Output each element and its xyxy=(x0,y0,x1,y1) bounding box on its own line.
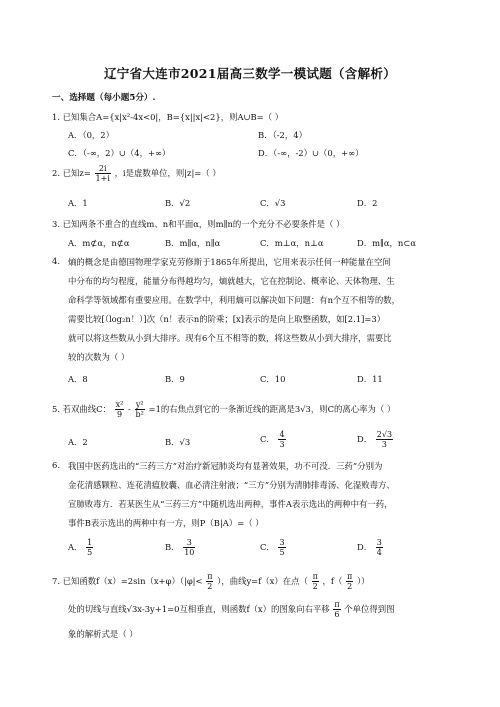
option-a: A．8 xyxy=(68,374,88,384)
question-number: 2. xyxy=(52,168,60,178)
question-stem: 已知z= xyxy=(62,168,91,178)
question-stem-cont: ，f（ xyxy=(322,576,343,586)
fraction xyxy=(312,572,319,591)
question-7 xyxy=(52,572,370,591)
numerator: 3 xyxy=(376,538,382,547)
question-number: 1. xyxy=(52,112,60,122)
option-c: C．√3 xyxy=(260,198,286,208)
question-stem: 已知集合A={x|x²-4x<0|，B={x||x|<2}，则A∪B=（ ） xyxy=(62,112,284,122)
numerator: y² xyxy=(135,400,144,409)
question-4-line-2: 中分布的均匀程度，能量分布得越均匀，熵就越大，它在控制论、概率论、天体物理、生 xyxy=(68,276,395,286)
option-d xyxy=(357,430,394,449)
option-label: A． xyxy=(68,542,83,552)
option-b: B．m∥α，n∥α xyxy=(165,238,221,248)
question-5 xyxy=(52,400,395,419)
section-heading: 一、选择题（每小题5分）. xyxy=(52,93,156,103)
denominator: 1+i xyxy=(95,174,110,183)
option-label: B． xyxy=(165,542,180,552)
question-stem-cont: 个单位得到图 xyxy=(344,604,395,614)
numerator: 3 xyxy=(279,538,285,547)
option-a: A．（0，2） xyxy=(68,130,115,140)
question-number: 5. xyxy=(52,404,60,414)
numerator: π xyxy=(207,572,213,581)
numerator: 3 xyxy=(183,538,195,548)
question-stem-cont: ，i是虚数单位，则|z|=（ ） xyxy=(114,168,221,178)
question-4-line-6: 较的次数为（ ） xyxy=(68,352,130,362)
option-d: D．11 xyxy=(357,374,383,384)
question-4-line-4: 需要比较[（log₂n！）]次（n！表示n的阶乘；[x]表示的是向上取整函数，如[2.1]=3） xyxy=(68,314,386,324)
option-label: C． xyxy=(260,434,275,444)
question-1 xyxy=(52,111,283,123)
option-b xyxy=(165,538,196,557)
denominator: 5 xyxy=(87,548,93,557)
question-4-line-5: 就可以将这些数从小到大排序。现有6个互不相等的数，将这些数从小到大排序，需要比 xyxy=(68,333,392,343)
fraction xyxy=(376,430,393,449)
denominator: 3 xyxy=(381,440,387,449)
denominator: 2 xyxy=(207,582,213,591)
option-a: A．1 xyxy=(68,198,88,208)
option-a: A．2 xyxy=(68,437,88,447)
question-6-line-4: 事件B表示选出的两种中有一方，则P（B|A）=（ ） xyxy=(68,518,264,528)
question-7-line-3: 象的解析式是（ ） xyxy=(68,629,138,639)
option-a: A．m⊄α，n⊄α xyxy=(68,238,130,248)
option-b: B．√2 xyxy=(165,198,191,208)
option-b: B．（-2，4） xyxy=(258,130,307,140)
option-b: B．√3 xyxy=(165,437,191,447)
question-6-line-1: 我国中医药选出的“三药三方”对治疗新冠肺炎均有显著效果，功不可没．三药”分别为 xyxy=(68,461,383,471)
option-d: D．2 xyxy=(357,198,378,208)
denominator: 2 xyxy=(312,582,318,591)
question-stem-cont: 处的切线与直线√3x-3y+1=0互相垂直，则函数f（x）的图象向右平移 xyxy=(68,604,330,614)
question-stem-cont: =1的右焦点到它的一条渐近线的距离是3√3，则C的离心率为（ ） xyxy=(148,404,396,414)
minus-sign: - xyxy=(128,404,131,414)
fraction xyxy=(346,572,353,591)
question-6-line-2: 金花清感颗粒、连花清瘟胶囊、血必清注射液；“三方”分别为清肺排毒汤、化湿败毒方、 xyxy=(68,480,395,490)
option-d xyxy=(357,538,384,557)
question-2 xyxy=(52,164,221,183)
denominator: 4 xyxy=(376,548,382,557)
option-d: D．m∥α，n⊂α xyxy=(357,238,416,248)
denominator: 9 xyxy=(116,410,123,419)
fraction xyxy=(333,600,340,619)
page-title: 辽宁省大连市2021届高三数学一模试题（含解析） xyxy=(104,66,396,81)
numerator: π xyxy=(334,600,340,609)
fraction xyxy=(135,400,145,419)
numerator: 4 xyxy=(279,430,285,439)
denominator: 6 xyxy=(334,610,340,619)
numerator: π xyxy=(312,572,318,581)
numerator: x² xyxy=(115,400,124,409)
denominator: b² xyxy=(135,410,144,419)
fraction xyxy=(86,538,93,557)
question-6-line-3: 宣肺败毒方．若某医生从“三药三方”中随机选出两种，事件A表示选出的两种中有一药， xyxy=(68,499,393,509)
fraction xyxy=(278,430,285,449)
question-number: 3. xyxy=(52,219,60,229)
option-c: C．10 xyxy=(260,374,286,384)
fraction xyxy=(206,572,213,591)
option-label: D． xyxy=(357,542,373,552)
question-stem: 已知两条不重合的直线m、n和平面α，则m∥n的一个充分不必要条件是（ ） xyxy=(62,219,345,229)
denominator: 10 xyxy=(184,548,195,557)
question-stem-cont: ），曲线y=f（x）在点（ xyxy=(217,576,308,586)
denominator: 2 xyxy=(347,582,353,591)
option-label: C． xyxy=(260,542,275,552)
option-c xyxy=(260,538,287,557)
option-c xyxy=(260,430,287,449)
question-7-line-2 xyxy=(68,600,395,619)
question-4-number: 4. xyxy=(52,256,60,266)
question-6-number: 6. xyxy=(52,460,60,470)
fraction xyxy=(278,538,285,557)
question-4-line-3: 命科学等领域都有重要应用。在数学中，利用熵可以解决如下问题：有n个互不相等的数， xyxy=(68,295,401,305)
question-number: 7. xyxy=(52,576,60,586)
question-stem: 已知函数f（x）=2sin（x+φ）（|φ|< xyxy=(62,576,203,586)
fraction xyxy=(376,538,383,557)
option-d: D．（-∞，-2）∪（0，+∞） xyxy=(258,148,364,158)
question-stem: 若双曲线C： xyxy=(62,404,111,414)
fraction xyxy=(95,164,111,183)
option-label: D． xyxy=(357,434,373,444)
fraction xyxy=(115,400,125,419)
denominator: 3 xyxy=(279,440,285,449)
numerator: 1 xyxy=(87,538,93,547)
option-c: C．（-∞，2）∪（4，+∞） xyxy=(68,148,171,158)
numerator: 2√3 xyxy=(376,430,393,439)
question-4-line-1: 熵的概念是由德国物理学家克劳修斯于1865年所提出，它用来表示任何一种能量在空间 xyxy=(68,257,391,267)
numerator: 2i xyxy=(95,164,111,174)
numerator: π xyxy=(347,572,353,581)
option-b: B．9 xyxy=(165,374,185,384)
denominator: 5 xyxy=(279,548,285,557)
option-a xyxy=(68,538,94,557)
question-3 xyxy=(52,218,344,230)
fraction xyxy=(183,538,195,557)
question-stem-cont: ）） xyxy=(356,576,370,586)
option-c: C．m⊥α，n⊥α xyxy=(260,238,324,248)
